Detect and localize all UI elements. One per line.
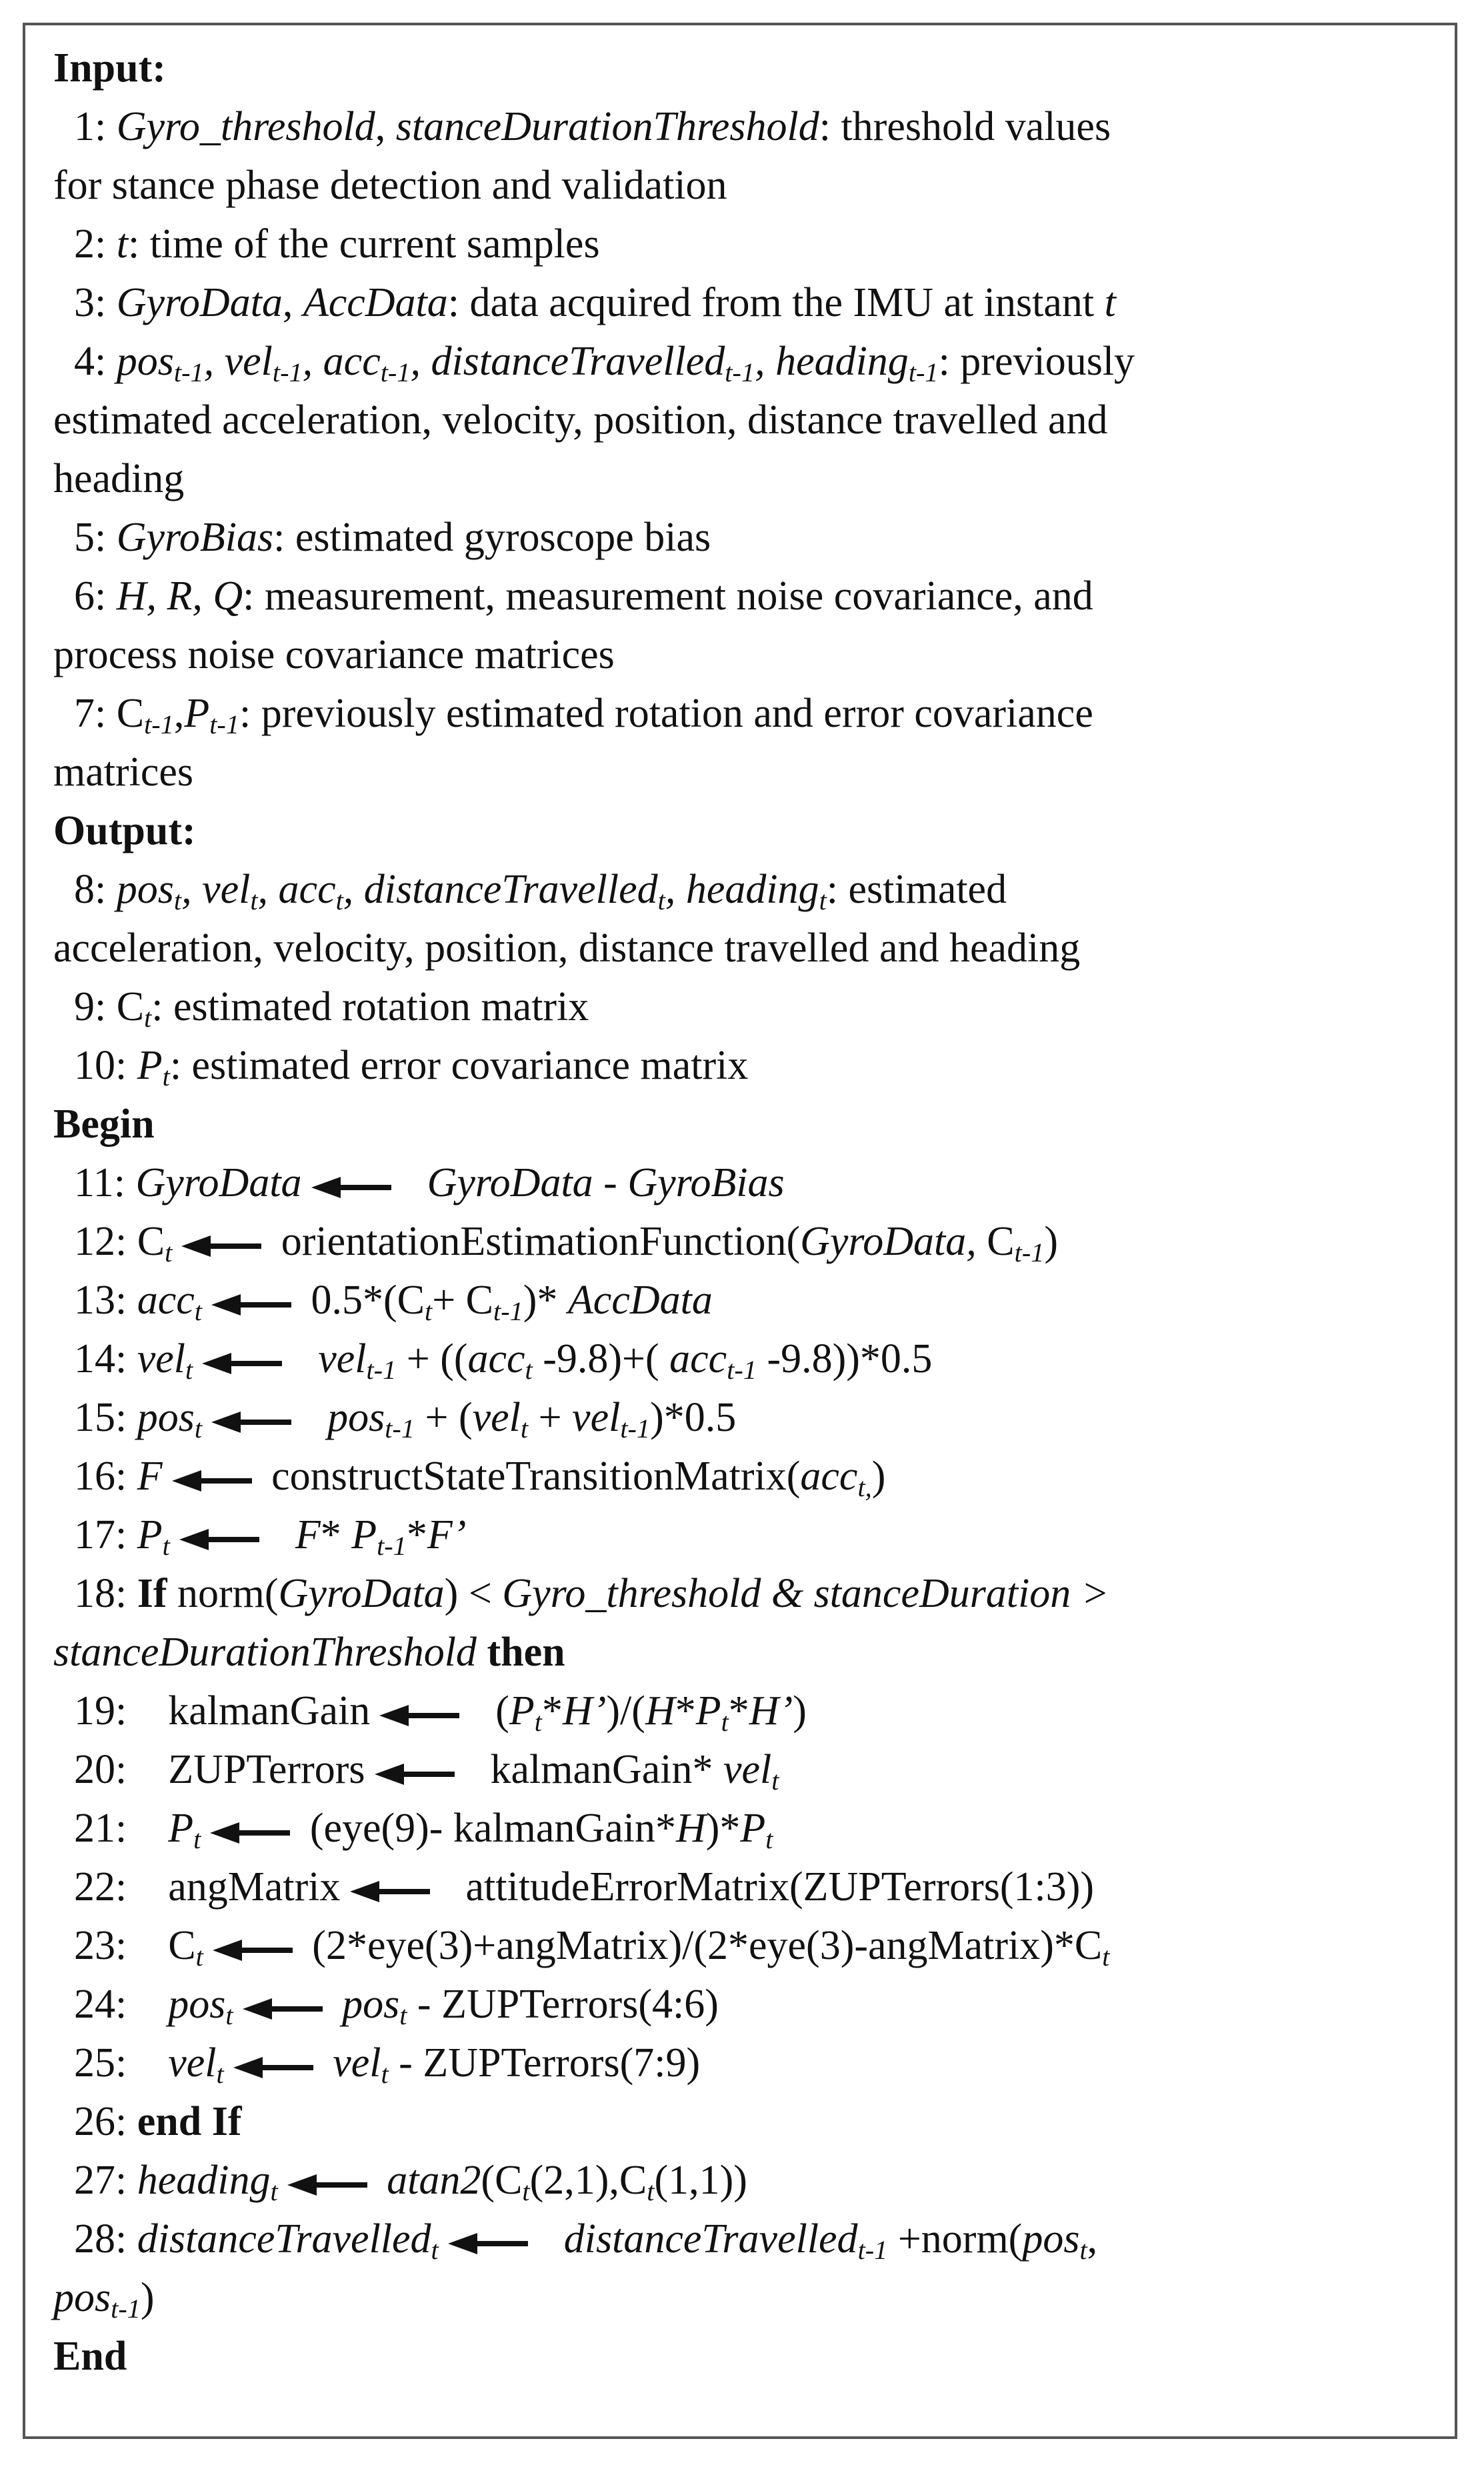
- line-18: 18: If norm(GyroData) < Gyro_threshold & stanceDuration >: [74, 1571, 1109, 1616]
- assign-arrow-icon: [350, 1881, 430, 1901]
- line-4-cont: estimated acceleration, velocity, position, distance travelled and: [53, 397, 1108, 443]
- line-23: 23: $C_t$ $(2*eye(3)+angMatrix)/(2*eye(3)-angMatrix)*C_t$: [74, 1923, 1110, 1972]
- line-8: 8: pos$_t$, vel$_t$, acc$_t$, distanceTravelled$_t$, heading$_t$: estimated: [74, 867, 1007, 916]
- heading-begin: Begin: [53, 1101, 155, 1147]
- assign-arrow-icon: [243, 1998, 323, 2018]
- line-8-cont: acceleration, velocity, position, distance travelled and heading: [53, 925, 1081, 971]
- line-1: 1: Gyro_threshold, stanceDurationThreshold: threshold values: [74, 104, 1111, 149]
- assign-arrow-icon: [287, 2174, 367, 2194]
- line-21: 21: $P_t$ (eye(9)- $kalmanGain*H)*P_t$: [74, 1806, 773, 1855]
- assign-arrow-icon: [210, 1822, 290, 1842]
- line-10: 10: $P_t$: estimated error covariance matrix: [74, 1043, 749, 1092]
- line-24: 24: pos$_t$ pos$_t$ - ZUPTerrors(4:6): [74, 1982, 719, 2031]
- line-22: 22: angMatrix attitudeErrorMatrix(ZUPTerrors(1:3)): [74, 1864, 1095, 1910]
- line-7: 7: $C_{t-1},P_{t-1}$: previously estimated rotation and error covariance: [74, 691, 1093, 740]
- assign-arrow-icon: [172, 1470, 252, 1490]
- line-6-cont: process noise covariance matrices: [53, 632, 615, 677]
- line-6: 6: H, R, Q: measurement, measurement noise covariance, and: [74, 573, 1093, 619]
- line-3: 3: GyroData, AccData: data acquired from the IMU at instant t: [74, 280, 1116, 325]
- line-12: 12: $C_t$ orientationEstimationFunction(GyroData, $C_{t-1}$): [74, 1219, 1059, 1268]
- line-18-cont: stanceDurationThreshold then: [53, 1630, 565, 1675]
- line-19: 19: kalmanGain $(P_t*H’)/(H*P_t*H’)$: [74, 1688, 807, 1738]
- line-1-cont: for stance phase detection and validation: [53, 163, 727, 208]
- assign-arrow-icon: [181, 1236, 261, 1256]
- line-20: 20: ZUPTerrors kalmanGain* vel$_t$: [74, 1747, 779, 1796]
- line-11: 11: GyroData GyroData - GyroBias: [74, 1160, 785, 1205]
- assign-arrow-icon: [211, 1294, 291, 1314]
- line-13: 13: acc$_t$ $0.5*(C_t+ C_{t-1})*$ AccData: [74, 1278, 713, 1327]
- line-17: 17: $P_t$ F* $P_{t-1}*F$’: [74, 1512, 467, 1562]
- assign-arrow-icon: [311, 1177, 391, 1197]
- line-27: 27: heading$_t$ $atan2(C_t(2,1),C_t(1,1))$: [74, 2158, 747, 2207]
- heading-input: Input:: [53, 45, 166, 91]
- assign-arrow-icon: [211, 1412, 291, 1432]
- line-7-cont: matrices: [53, 749, 194, 795]
- line-28-cont: pos$_{t-1}$): [53, 2275, 155, 2324]
- line-5: 5: GyroBias: estimated gyroscope bias: [74, 515, 711, 560]
- assign-arrow-icon: [179, 1529, 259, 1549]
- line-15: 15: pos$_t$ pos$_{t-1}$ + (vel$_t$ + vel$_{t-1}$)*0.5: [74, 1395, 737, 1444]
- heading-output: Output:: [53, 808, 196, 853]
- line-28: 28: distanceTravelled$_t$ distanceTravelled$_{t-1}$ +norm(pos$_t$,: [74, 2216, 1098, 2266]
- assign-arrow-icon: [448, 2233, 528, 2253]
- assign-arrow-icon: [233, 2057, 313, 2077]
- line-9: 9: $C_t$: estimated rotation matrix: [74, 984, 589, 1033]
- line-16: 16: F constructStateTransitionMatrix(acc$_{t,}$): [74, 1454, 886, 1503]
- assign-arrow-icon: [202, 1353, 282, 1373]
- heading-end: End: [53, 2334, 127, 2379]
- line-4-cont2: heading: [53, 456, 185, 501]
- assign-arrow-icon: [379, 1705, 459, 1725]
- assign-arrow-icon: [213, 1940, 293, 1960]
- line-14: 14: vel$_t$ vel$_{t-1}$ + ((acc$_t$ -9.8)+( acc$_{t-1}$ -9.8))*0.5: [74, 1336, 933, 1386]
- line-25: 25: vel$_t$ vel$_t$ - ZUPTerrors(7:9): [74, 2040, 701, 2090]
- line-2: 2: t: time of the current samples: [74, 221, 600, 267]
- assign-arrow-icon: [375, 1764, 455, 1784]
- line-26: 26: end If: [74, 2099, 242, 2144]
- line-4: 4: pos$_{t-1}$, vel$_{t-1}$, acc$_{t-1}$, distanceTravelled$_{t-1}$, heading$_{t-1}$: previously: [74, 339, 1135, 388]
